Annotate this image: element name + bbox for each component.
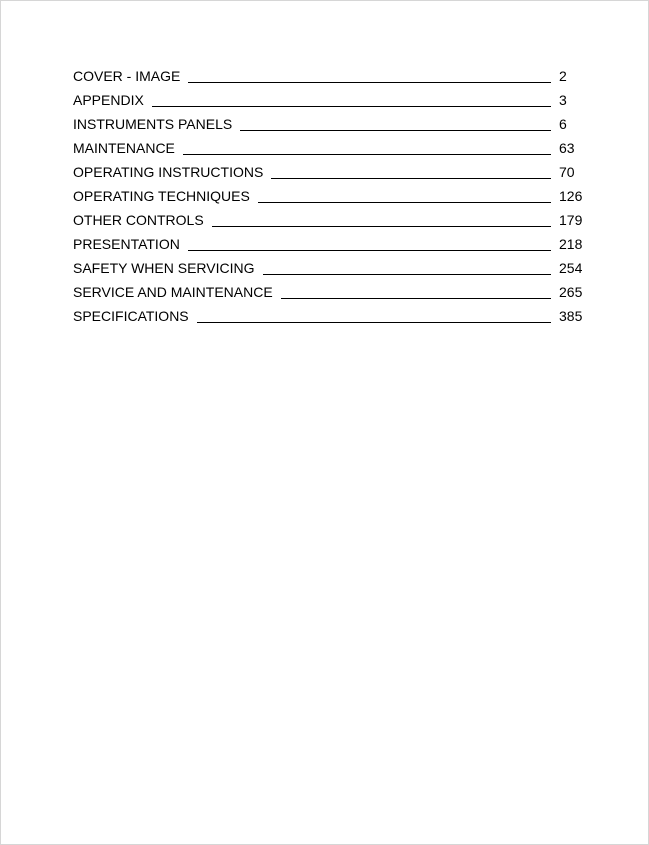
toc-entry-title: OTHER CONTROLS — [73, 212, 204, 228]
toc-leader-line — [188, 82, 551, 83]
toc-entry[interactable] — [73, 181, 583, 205]
toc-entry[interactable] — [73, 109, 583, 133]
toc-entry-title: OPERATING INSTRUCTIONS — [73, 164, 264, 180]
toc-entry[interactable] — [73, 61, 583, 85]
toc-entry-title: SPECIFICATIONS — [73, 308, 189, 324]
toc-entry-page: 265 — [559, 284, 583, 300]
toc-entry-title: APPENDIX — [73, 92, 144, 108]
toc-entry-title: OPERATING TECHNIQUES — [73, 188, 250, 204]
toc-entry-title: COVER - IMAGE — [73, 68, 181, 84]
toc-entry-page: 179 — [559, 212, 583, 228]
toc-entry-page: 70 — [559, 164, 575, 180]
toc-entry-title: SAFETY WHEN SERVICING — [73, 260, 255, 276]
toc-entry[interactable] — [73, 253, 583, 277]
toc-leader-line — [152, 106, 551, 107]
toc-entry[interactable] — [73, 301, 583, 325]
toc-entry-page: 126 — [559, 188, 583, 204]
toc-leader-line — [212, 226, 551, 227]
toc-entry-title: INSTRUMENTS PANELS — [73, 116, 233, 132]
toc-leader-line — [197, 322, 551, 323]
toc-entry[interactable] — [73, 133, 583, 157]
toc-entry-page: 218 — [559, 236, 583, 252]
toc-entry[interactable] — [73, 229, 583, 253]
toc-entry-page: 254 — [559, 260, 583, 276]
toc-leader-line — [240, 130, 551, 131]
toc-entry-title: SERVICE AND MAINTENANCE — [73, 284, 273, 300]
toc-leader-line — [271, 178, 551, 179]
toc-entry[interactable] — [73, 85, 583, 109]
toc-entry[interactable] — [73, 205, 583, 229]
toc-entry-title: MAINTENANCE — [73, 140, 175, 156]
toc-leader-line — [188, 250, 551, 251]
toc-entry-title: PRESENTATION — [73, 236, 180, 252]
toc-entry-page: 3 — [559, 92, 567, 108]
toc-leader-line — [183, 154, 551, 155]
table-of-contents — [73, 61, 583, 325]
toc-leader-line — [281, 298, 551, 299]
toc-entry[interactable] — [73, 277, 583, 301]
toc-entry-page: 385 — [559, 308, 583, 324]
toc-leader-line — [263, 274, 551, 275]
toc-entry-page: 2 — [559, 68, 567, 84]
toc-entry[interactable] — [73, 157, 583, 181]
toc-entry-page: 6 — [559, 116, 567, 132]
toc-entry-page: 63 — [559, 140, 575, 156]
toc-leader-line — [258, 202, 551, 203]
